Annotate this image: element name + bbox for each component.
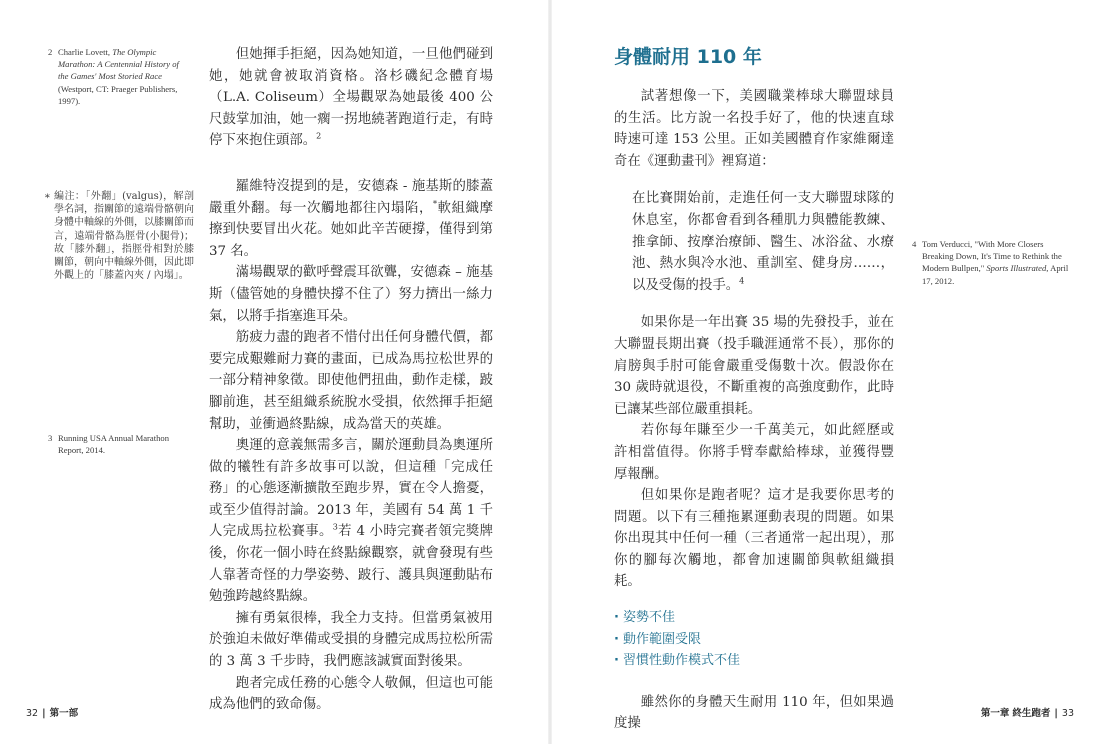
paragraph: 羅維特沒提到的是，安德森 - 施基斯的膝蓋嚴重外翻。每一次觸地都往內塌陷，*軟組織摩擦到快要冒出火花。她如此辛苦硬撐，僅得到第 37 名。	[209, 178, 493, 259]
bullet-item: · 姿勢不佳	[614, 607, 894, 629]
paragraph: 擁有勇氣很棒，我全力支持。但當勇氣被用於強迫未做好準備或受損的身體完成馬拉松所需的 3 萬 3 千步時，我們應該誠實面對後果。	[209, 610, 493, 670]
right-body-column	[614, 86, 894, 735]
page-number: 33	[1061, 708, 1074, 719]
editor-note-text: 編注：「外翻」(valgus)，解剖學名詞，指關節的遠端骨骼朝向身體中軸線的外側，以膝關節而言，遠端骨骼為脛骨(小腿骨)；故「膝外翻」，指脛骨相對於膝關節，朝向中軸線外側，因此即外觀上的「膝蓋內夾 / 內塌」。	[54, 191, 194, 282]
paragraph: 若你每年賺至少一千萬美元，如此經歷或許相當值得。你將手臂奉獻給棒球，並獲得豐厚報酬。	[614, 423, 894, 482]
right-page	[550, 0, 1100, 744]
section-label: 第一部	[49, 708, 79, 719]
editor-note	[44, 190, 194, 282]
left-footer: 32 | 第一部	[26, 708, 79, 719]
footnote-3: 3 Running USA Annual Marathon Report, 2014.	[48, 433, 170, 456]
right-footer: 第一章 終生跑者 | 33	[980, 708, 1074, 719]
left-body-column	[209, 44, 493, 716]
footnote-2: 2 Charlie Lovett, The Olympic Marathon: A Centennial History of the Games' Most Storied Race (Westport, CT: Praeger Publishers, 1997).	[48, 47, 179, 106]
footnote-number: 2	[48, 47, 53, 57]
asterisk-mark: ∗	[44, 191, 51, 202]
footnote-number: 3	[48, 433, 53, 443]
page-number: 32	[26, 708, 39, 719]
paragraph: 試著想像一下，美國職業棒球大聯盟球員的生活。比方說一名投手好了，他的快速直球時速可達 153 公里。正如美國體育作家維爾達奇在《運動畫刊》裡寫道：	[614, 89, 894, 169]
bullet-item: · 習慣性動作模式不佳	[614, 650, 894, 672]
chapter-label: 第一章	[980, 708, 1010, 719]
paragraph: 跑者完成任務的心態令人敬佩，但這也可能成為他們的致命傷。	[209, 675, 493, 713]
footnote-4: 4 Tom Verducci, "With More Closers Breaking Down, It's Time to Rethink the Modern Bullpen," Sports Illustrated, April 17, 2012.	[912, 239, 1069, 286]
paragraph: 如果你是一年出賽 35 場的先發投手，並在大聯盟長期出賽（投手職涯通常不長），那你的肩膀與手肘可能會嚴重受傷數十次。假設你在 30 歲時就退役，不斷重複的高強度動作，此時已讓某些部位嚴重損耗。	[614, 315, 894, 417]
section-heading: 身體耐用 110 年	[614, 46, 762, 68]
block-quote: 在比賽開始前，走進任何一支大聯盟球隊的休息室，你都會看到各種肌力與體能教練、推拿師、按摩治療師、醫生、冰浴盆、水療池、熱水與冷水池、重訓室、健身房……，以及受傷的投手。$^4$	[632, 191, 894, 293]
footnote-number: 4	[912, 239, 917, 249]
bullet-list	[614, 607, 894, 672]
note-ref[interactable]: *	[433, 199, 437, 209]
footnote-ref[interactable]: 4	[739, 276, 745, 286]
paragraph: 但如果你是跑者呢？這才是我要你思考的問題。以下有三種拖累運動表現的問題。如果你出現其中任何一種（三者通常一起出現），那你的腳每次觸地，都會加速關節與軟組織損耗。	[614, 488, 894, 590]
paragraph: 奧運的意義無需多言，關於運動員為奧運所做的犧牲有許多故事可以說，但這種「完成任務」的心態逐漸擴散至跑步界，實在令人擔憂，或至少值得討論。2013 年，美國有 54 萬 1 千人完成馬拉松賽事。$^3$若 4 小時完賽者領完獎牌後，你花一個小時在終點線觀察，就會發現有些人靠著奇怪的力學姿勢、跛行、護具與運動貼布勉強跨越終點線。	[209, 438, 493, 605]
bullet-item: · 動作範圍受限	[614, 629, 894, 651]
paragraph: 雖然你的身體天生耐用 110 年，但如果過度操	[614, 694, 894, 732]
paragraph: 筋疲力盡的跑者不惜付出任何身體代價，都要完成艱難耐力賽的畫面，已成為馬拉松世界的一部分精神象徵。即使他們扭曲，動作走樣，跛腳前進，甚至組織系統脫水受損，依然揮手拒絕幫助，並衝過終點線，成為當天的英雄。	[209, 330, 493, 432]
footnote-ref[interactable]: 3	[332, 523, 338, 532]
footnote-ref[interactable]: 2	[316, 131, 322, 141]
chapter-title: 終生跑者	[1012, 708, 1051, 719]
paragraph: 但她揮手拒絕，因為她知道，一旦他們碰到她，她就會被取消資格。洛杉磯紀念體育場（L.A. Coliseum）全場觀眾為她最後 400 公尺鼓掌加油，她一瘸一拐地繞著跑道行走，有時停下來抱住頭部。$^2$	[209, 47, 493, 149]
paragraph: 滿場觀眾的歡呼聲震耳欲聾，安德森 – 施基斯（儘管她的身體快撐不住了）努力擠出一絲力氣，以將手指塞進耳朵。	[209, 265, 493, 324]
